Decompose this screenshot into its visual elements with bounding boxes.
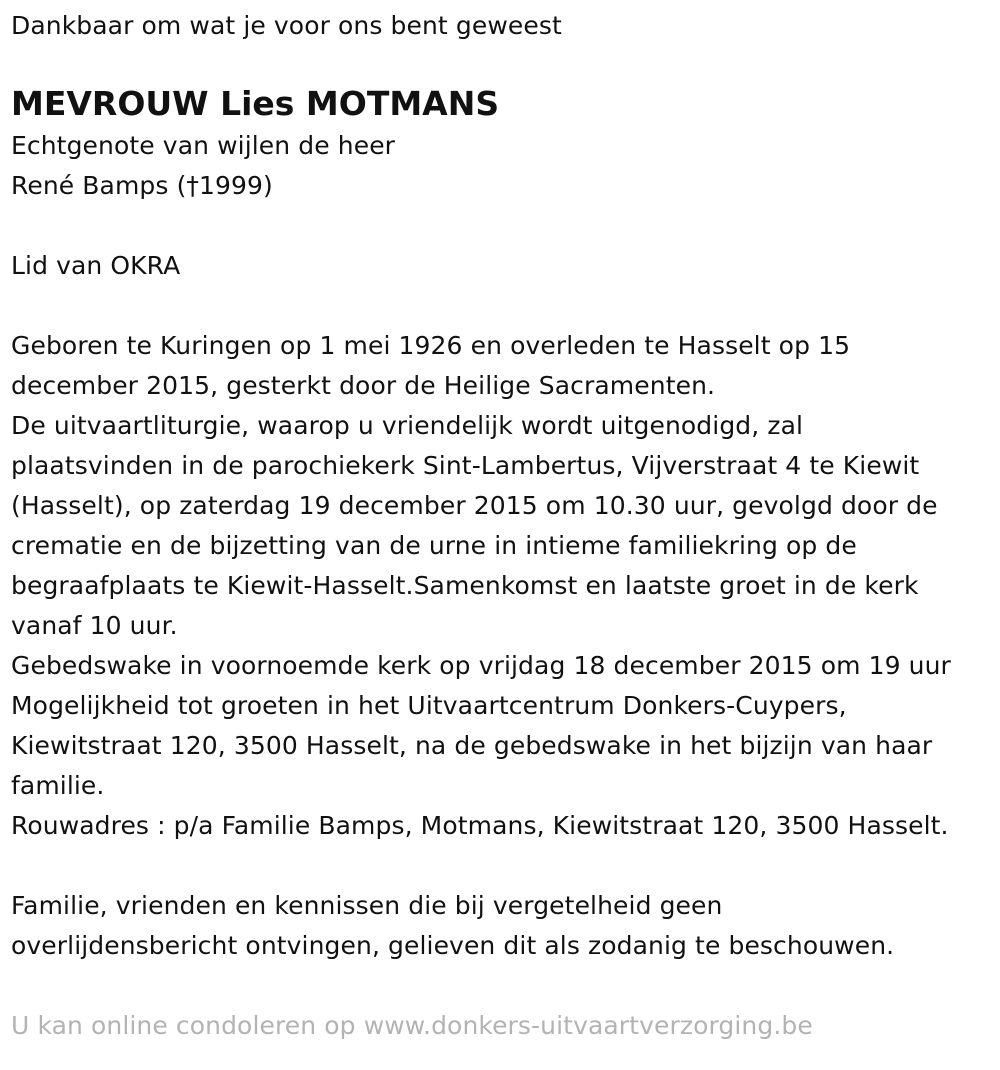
membership-line: Lid van OKRA bbox=[11, 251, 181, 280]
body-line: crematie en de bijzetting van de urne in intieme familiekring op de bbox=[11, 531, 857, 560]
closing-note bbox=[11, 886, 1000, 966]
spacer bbox=[11, 966, 1000, 1006]
online-condolence-note: U kan online condoleren op www.donkers-uitvaartverzorging.be bbox=[11, 1011, 813, 1040]
body-line: december 2015, gesterkt door de Heilige Sacramenten. bbox=[11, 371, 716, 400]
closing-line: overlijdensbericht ontvingen, gelieven dit als zodanig te beschouwen. bbox=[11, 931, 895, 960]
body-line: Kiewitstraat 120, 3500 Hasselt, na de gebedswake in het bijzijn van haar bbox=[11, 731, 933, 760]
closing-line: Familie, vrienden en kennissen die bij vergetelheid geen bbox=[11, 891, 723, 920]
obituary-body bbox=[11, 326, 1000, 846]
spacer bbox=[11, 846, 1000, 886]
body-line: begraafplaats te Kiewit-Hasselt.Samenkomst en laatste groet in de kerk bbox=[11, 571, 919, 600]
body-line: (Hasselt), op zaterdag 19 december 2015 om 10.30 uur, gevolgd door de bbox=[11, 491, 938, 520]
body-line: De uitvaartliturgie, waarop u vriendelijk wordt uitgenodigd, zal bbox=[11, 411, 804, 440]
spouse-line-2: René Bamps (†1999) bbox=[11, 171, 273, 200]
thanks-line: Dankbaar om wat je voor ons bent geweest bbox=[11, 11, 562, 40]
deceased-name: MEVROUW Lies MOTMANS bbox=[11, 84, 500, 123]
body-line: vanaf 10 uur. bbox=[11, 611, 178, 640]
body-line: Gebedswake in voornoemde kerk op vrijdag 18 december 2015 om 19 uur bbox=[11, 651, 951, 680]
body-line: Mogelijkheid tot groeten in het Uitvaartcentrum Donkers-Cuypers, bbox=[11, 691, 847, 720]
body-line: plaatsvinden in de parochiekerk Sint-Lambertus, Vijverstraat 4 te Kiewit bbox=[11, 451, 920, 480]
spacer bbox=[11, 206, 1000, 246]
spouse-line-1: Echtgenote van wijlen de heer bbox=[11, 131, 396, 160]
body-line: familie. bbox=[11, 771, 105, 800]
body-line: Geboren te Kuringen op 1 mei 1926 en overleden te Hasselt op 15 bbox=[11, 331, 851, 360]
mourning-address: Rouwadres : p/a Familie Bamps, Motmans, Kiewitstraat 120, 3500 Hasselt. bbox=[11, 811, 949, 840]
spacer bbox=[11, 286, 1000, 326]
